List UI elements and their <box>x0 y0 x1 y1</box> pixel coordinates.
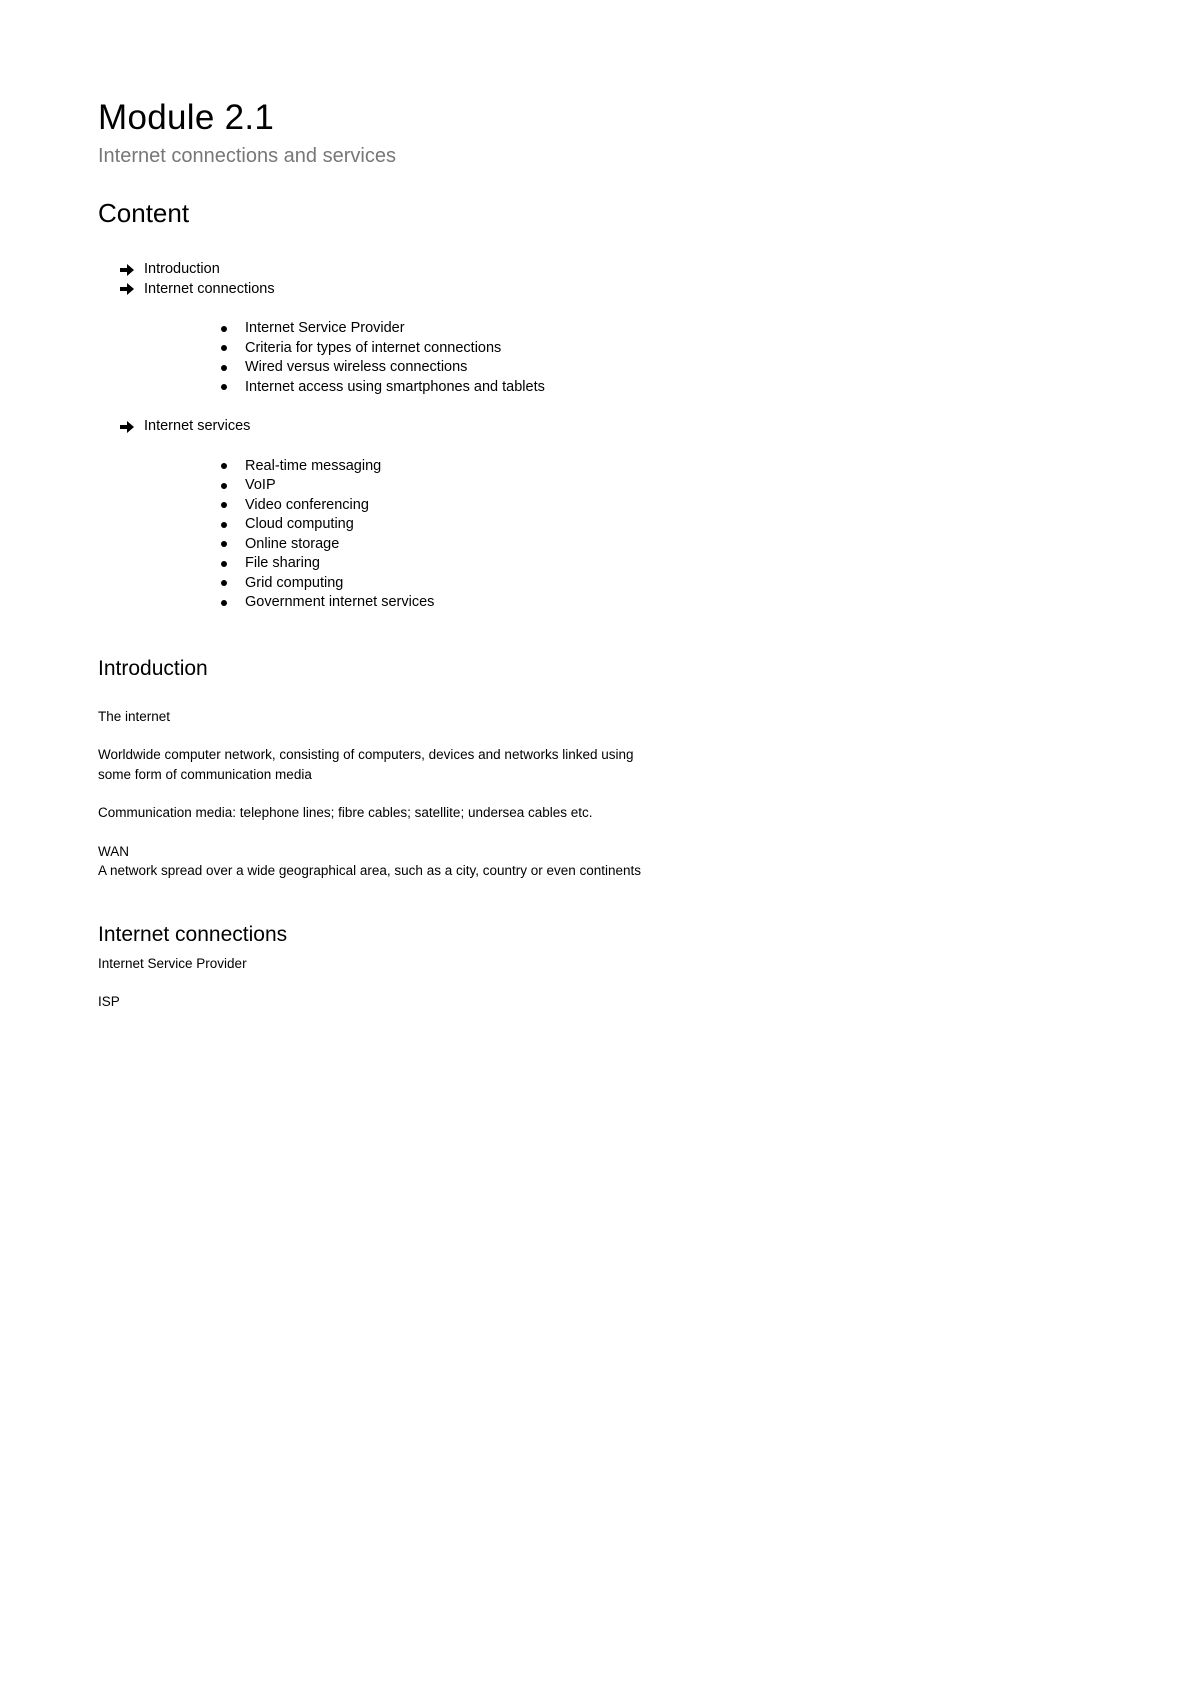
toc-subitem <box>220 319 1200 339</box>
document-page <box>98 96 1098 1012</box>
bullet-icon <box>221 384 227 390</box>
arrow-right-icon <box>120 421 134 433</box>
toc-subitem-label: Government internet services <box>245 594 435 610</box>
toc-item <box>120 417 1120 437</box>
bullet-icon <box>221 600 227 606</box>
toc-subitem-label: Real-time messaging <box>245 457 382 474</box>
toc-subitem-label: VoIP <box>245 477 276 493</box>
toc-subitem-label: Online storage <box>245 535 340 552</box>
toc-sub-list <box>220 319 1200 397</box>
toc-subitem <box>220 496 1200 516</box>
toc-subitem <box>220 476 1200 496</box>
isp-label: ISP <box>98 994 120 1009</box>
toc-subitem-label: Internet Service Provider <box>245 320 405 336</box>
internet-connections-heading: Internet connections <box>98 922 288 946</box>
isp-full-label: Internet Service Provider <box>98 955 247 971</box>
toc-subitem-label: Grid computing <box>245 574 344 591</box>
toc-subitem <box>220 535 1200 555</box>
toc-main-list-2 <box>120 417 1120 437</box>
toc-item-label: Internet connections <box>144 280 275 297</box>
toc-subitem <box>220 554 1200 574</box>
toc-main-list <box>120 260 1120 299</box>
wan-definition: A network spread over a wide geographical area, such as a city, country or even continents <box>98 863 642 878</box>
toc-subitem-label: File sharing <box>245 555 320 571</box>
bullet-icon <box>221 580 227 586</box>
toc-subitem-label: Cloud computing <box>245 516 354 532</box>
bullet-icon <box>221 483 227 489</box>
document-title: Module 2.1 <box>98 98 275 137</box>
bullet-icon <box>221 345 227 351</box>
toc-subitem-label: Criteria for types of internet connections <box>245 339 502 356</box>
toc-subitem-label: Wired versus wireless connections <box>245 359 468 375</box>
internet-definition-line1: Worldwide computer network, consisting of computers, devices and networks linked using <box>98 747 634 762</box>
bullet-icon <box>221 502 227 508</box>
arrow-right-icon <box>120 283 134 295</box>
toc-subitem <box>220 515 1200 535</box>
wan-label: WAN <box>98 843 129 859</box>
toc-subitem <box>220 574 1200 594</box>
toc-item <box>120 280 1120 300</box>
internet-definition-line2: some form of communication media <box>98 766 312 782</box>
bullet-icon <box>221 561 227 567</box>
bullet-icon <box>221 541 227 547</box>
bullet-icon <box>221 463 227 469</box>
toc-subitem <box>220 593 1200 613</box>
bullet-icon <box>221 326 227 332</box>
toc-subitem <box>220 457 1200 477</box>
toc-item-label: Internet services <box>144 418 251 434</box>
toc-subitem <box>220 358 1200 378</box>
content-heading: Content <box>98 198 190 228</box>
communication-media-text: Communication media: telephone lines; fibre cables; satellite; undersea cables etc. <box>98 805 593 820</box>
toc-sub-list-2 <box>220 457 1200 613</box>
arrow-right-icon <box>120 264 134 276</box>
toc-subitem <box>220 378 1200 398</box>
document-subtitle: Internet connections and services <box>98 145 396 167</box>
toc-item-label: Introduction <box>144 261 220 277</box>
introduction-heading: Introduction <box>98 656 208 680</box>
toc-subitem <box>220 339 1200 359</box>
bullet-icon <box>221 522 227 528</box>
internet-label: The internet <box>98 708 171 724</box>
toc-subitem-label: Internet access using smartphones and tablets <box>245 378 545 395</box>
bullet-icon <box>221 365 227 371</box>
toc-subitem-label: Video conferencing <box>245 496 369 513</box>
toc-item <box>120 260 1120 280</box>
